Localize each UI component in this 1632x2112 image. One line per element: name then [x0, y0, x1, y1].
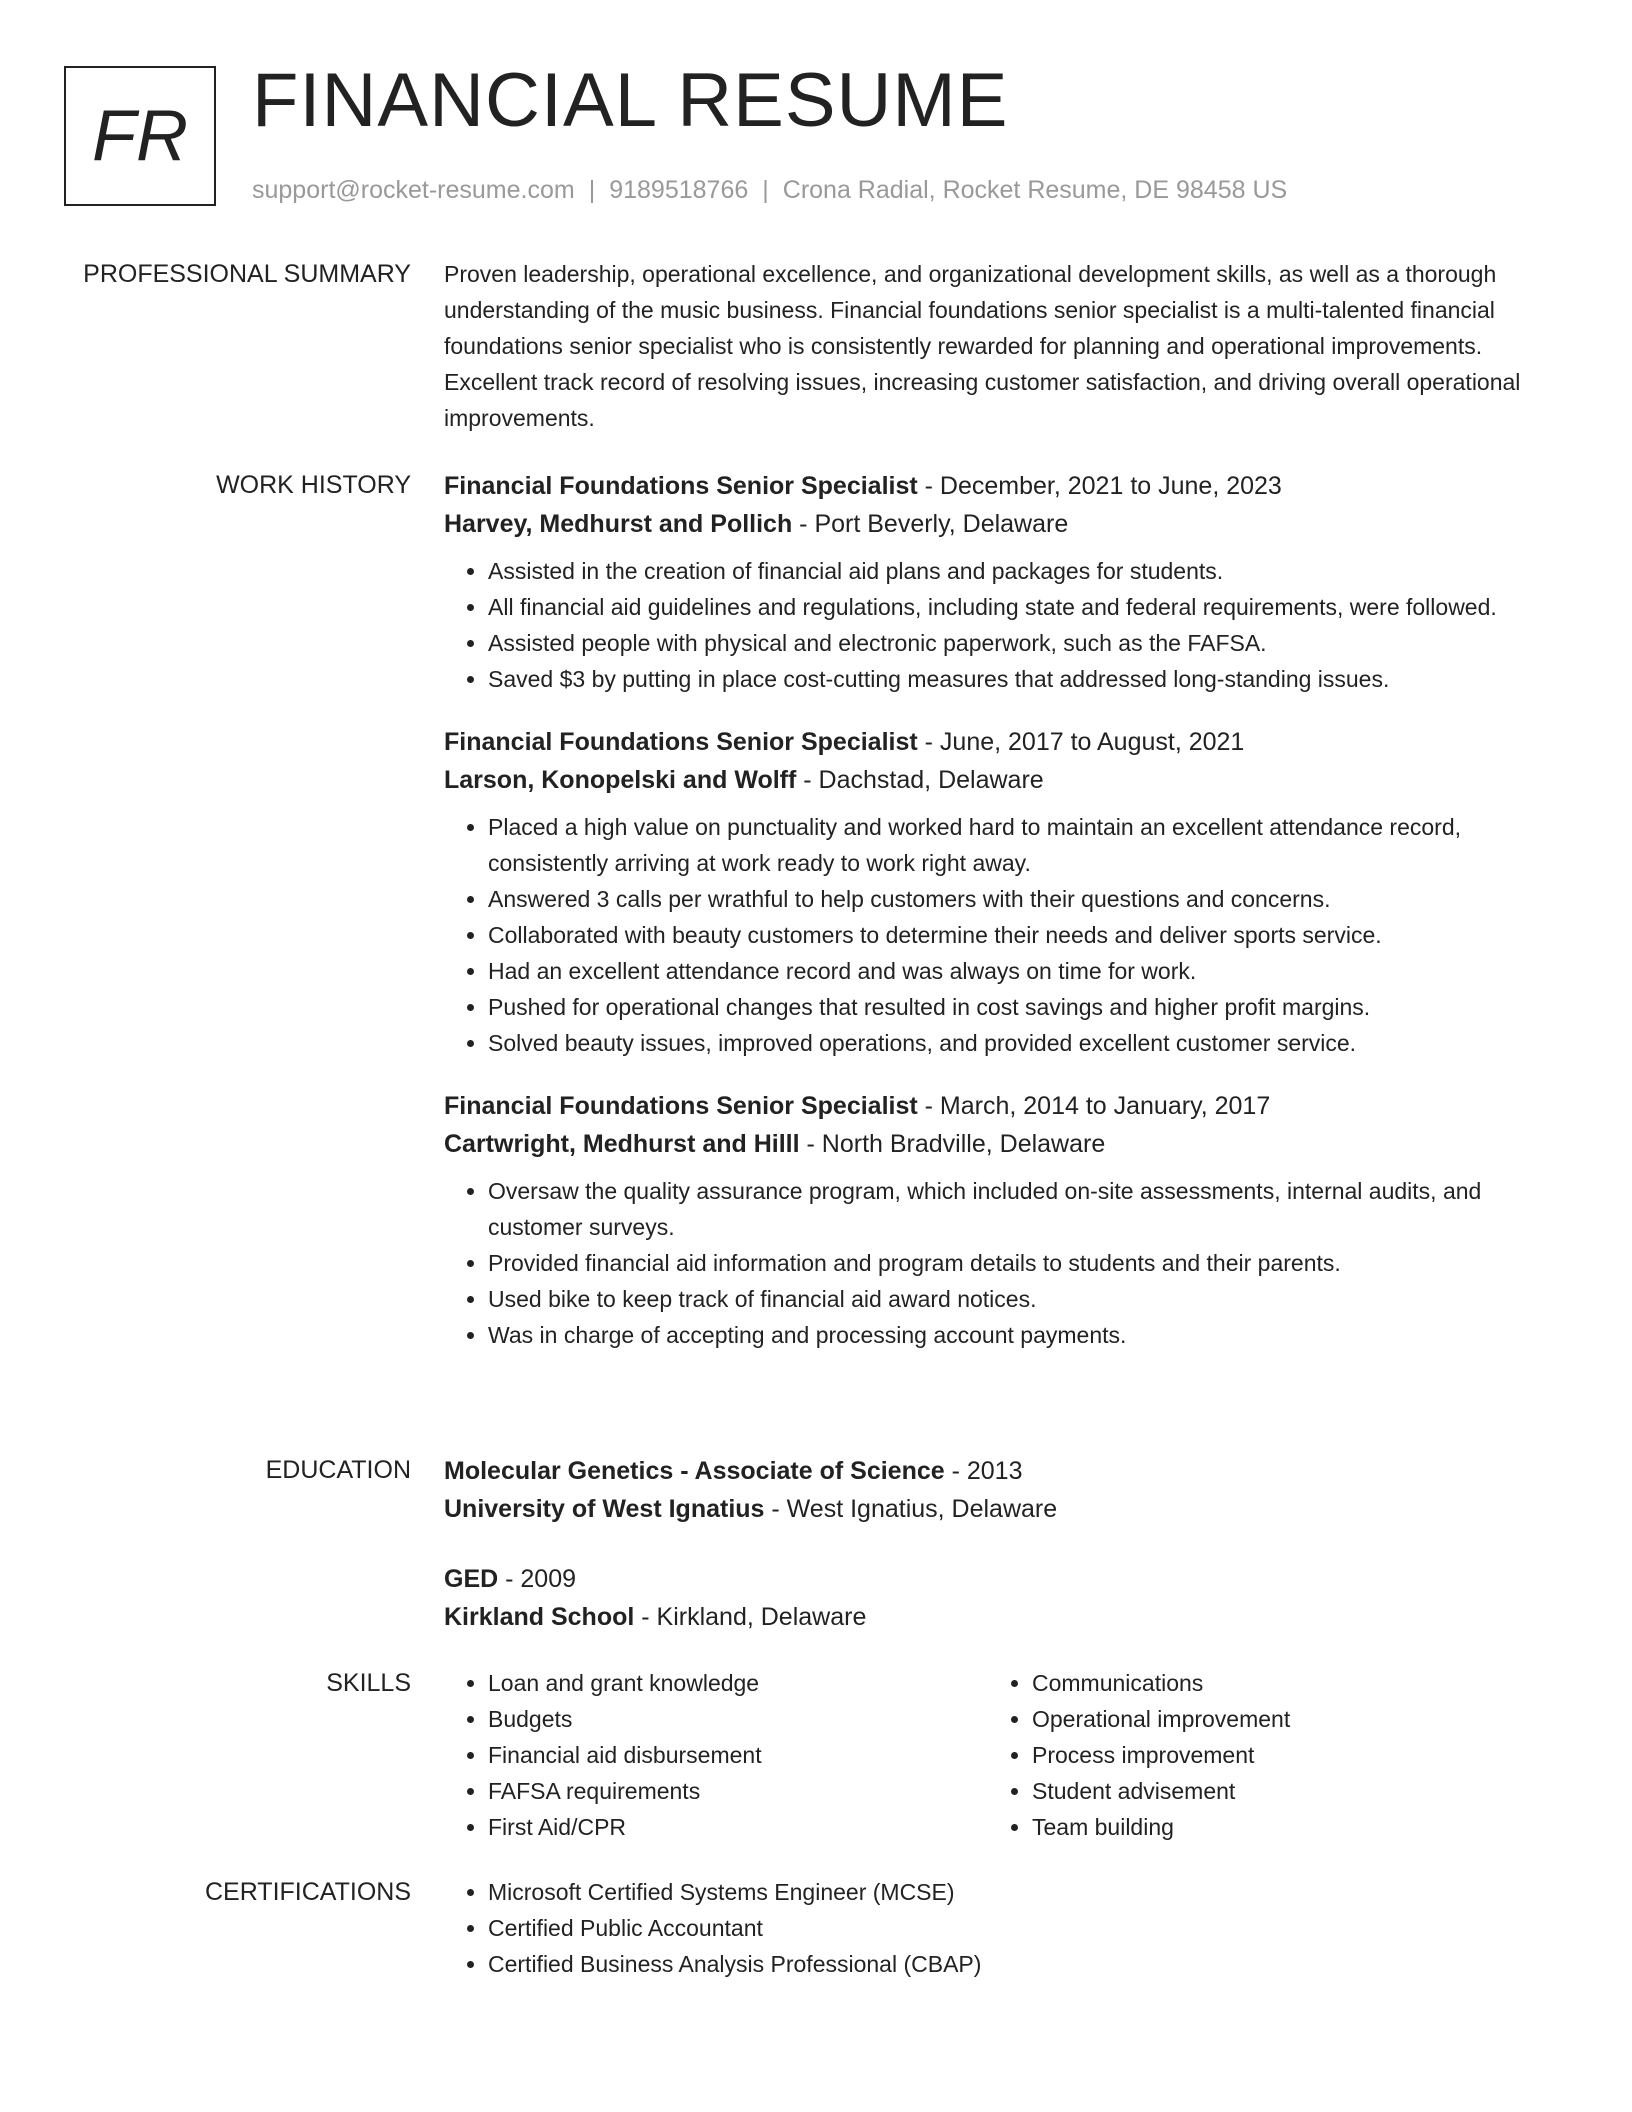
- job-entry: [444, 723, 1554, 1061]
- bullet-item: • Placed a high value on punctuality and worked hard to maintain an excellent attendance record, consistently arriving at work ready to work right away.: [488, 809, 1554, 881]
- summary-text: Proven leadership, operational excellence, and organizational development skills, as well as a thorough understanding of the music business. Financial foundations senior specialist is a multi-talented financial foundations senior specialist who is consistently rewarded for planning and operational improvements. Excellent track record of resolving issues, increasing customer satisfaction, and driving overall operational improvements.: [444, 261, 1521, 431]
- monogram-text: FR: [92, 96, 188, 176]
- skill-item: • Loan and grant knowledge: [488, 1665, 988, 1701]
- skill-item: • Communications: [1032, 1665, 1532, 1701]
- section-label: WORK HISTORY: [216, 471, 411, 499]
- bullet-item: • Answered 3 calls per wrathful to help customers with their questions and concerns.: [488, 881, 1554, 917]
- bullet-item: • Assisted people with physical and electronic paperwork, such as the FAFSA.: [488, 625, 1554, 661]
- section-label: EDUCATION: [265, 1456, 411, 1484]
- school-location: - Kirkland, Delaware: [634, 1603, 867, 1631]
- bullet-item: • Provided financial aid information and program details to students and their parents.: [488, 1245, 1554, 1281]
- job-entry: [444, 467, 1554, 697]
- graduation-year: - 2009: [498, 1565, 577, 1593]
- contact-phone: 9189518766: [609, 176, 749, 204]
- contact-address: Crona Radial, Rocket Resume, DE 98458 US: [782, 176, 1288, 204]
- certification-item: • Certified Business Analysis Professional (CBAP): [488, 1946, 1554, 1982]
- graduation-year: - 2013: [944, 1457, 1023, 1485]
- job-title: Financial Foundations Senior Specialist: [444, 472, 918, 500]
- skill-item: • Process improvement: [1032, 1737, 1532, 1773]
- bullet-item: • Oversaw the quality assurance program, which included on-site assessments, internal audits, and customer surveys.: [488, 1173, 1554, 1245]
- job-location: - Port Beverly, Delaware: [792, 510, 1069, 538]
- bullet-item: • Collaborated with beauty customers to determine their needs and deliver sports service.: [488, 917, 1554, 953]
- bullet-item: • Pushed for operational changes that resulted in cost savings and higher profit margins.: [488, 989, 1554, 1025]
- job-company: Larson, Konopelski and Wolff: [444, 766, 797, 794]
- contact-email: support@rocket-resume.com: [252, 176, 575, 204]
- job-entry: [444, 1087, 1554, 1353]
- education-entry: [444, 1560, 1554, 1636]
- job-dates: - December, 2021 to June, 2023: [917, 472, 1282, 500]
- skill-item: • Budgets: [488, 1701, 988, 1737]
- education-entry: [444, 1452, 1554, 1528]
- school-name: Kirkland School: [444, 1603, 635, 1631]
- job-bullets: [444, 553, 1554, 697]
- job-title: Financial Foundations Senior Specialist: [444, 728, 918, 756]
- certification-item: • Certified Public Accountant: [488, 1910, 1554, 1946]
- skill-item: • Operational improvement: [1032, 1701, 1532, 1737]
- section-label: PROFESSIONAL SUMMARY: [83, 260, 411, 288]
- bullet-item: • Was in charge of accepting and processing account payments.: [488, 1317, 1554, 1353]
- skill-item: • FAFSA requirements: [488, 1773, 988, 1809]
- section-label: SKILLS: [326, 1669, 411, 1697]
- skill-item: • Student advisement: [1032, 1773, 1532, 1809]
- job-dates: - March, 2014 to January, 2017: [917, 1092, 1271, 1120]
- bullet-item: • Solved beauty issues, improved operations, and provided excellent customer service.: [488, 1025, 1554, 1061]
- job-company: Harvey, Medhurst and Pollich: [444, 510, 793, 538]
- skills-column: [988, 1665, 1532, 1845]
- contact-separator: |: [588, 176, 596, 204]
- contact-line: [252, 174, 1287, 206]
- job-bullets: [444, 809, 1554, 1061]
- bullet-item: • All financial aid guidelines and regulations, including state and federal requirements, were followed.: [488, 589, 1554, 625]
- job-dates: - June, 2017 to August, 2021: [917, 728, 1245, 756]
- monogram-logo: [64, 66, 216, 206]
- bullet-item: • Assisted in the creation of financial aid plans and packages for students.: [488, 553, 1554, 589]
- certification-item: • Microsoft Certified Systems Engineer (MCSE): [488, 1874, 1554, 1910]
- skill-item: • Financial aid disbursement: [488, 1737, 988, 1773]
- resume-title: FINANCIAL RESUME: [252, 58, 1009, 143]
- skills-column: [444, 1665, 988, 1845]
- bullet-item: • Had an excellent attendance record and was always on time for work.: [488, 953, 1554, 989]
- school-location: - West Ignatius, Delaware: [764, 1495, 1058, 1523]
- skill-item: • Team building: [1032, 1809, 1532, 1845]
- school-name: University of West Ignatius: [444, 1495, 765, 1523]
- bullet-item: • Used bike to keep track of financial aid award notices.: [488, 1281, 1554, 1317]
- job-bullets: [444, 1173, 1554, 1353]
- job-location: - North Bradville, Delaware: [799, 1130, 1106, 1158]
- bullet-item: • Saved $3 by putting in place cost-cutting measures that addressed long-standing issues.: [488, 661, 1554, 697]
- job-title: Financial Foundations Senior Specialist: [444, 1092, 918, 1120]
- job-company: Cartwright, Medhurst and Hilll: [444, 1130, 800, 1158]
- degree: GED: [444, 1565, 499, 1593]
- skill-item: • First Aid/CPR: [488, 1809, 988, 1845]
- section-label: CERTIFICATIONS: [204, 1878, 411, 1906]
- degree: Molecular Genetics - Associate of Science: [444, 1457, 945, 1485]
- job-location: - Dachstad, Delaware: [796, 766, 1044, 794]
- contact-separator: |: [762, 176, 769, 204]
- skills-grid: [444, 1665, 1554, 1845]
- certifications-list: [444, 1874, 1554, 1982]
